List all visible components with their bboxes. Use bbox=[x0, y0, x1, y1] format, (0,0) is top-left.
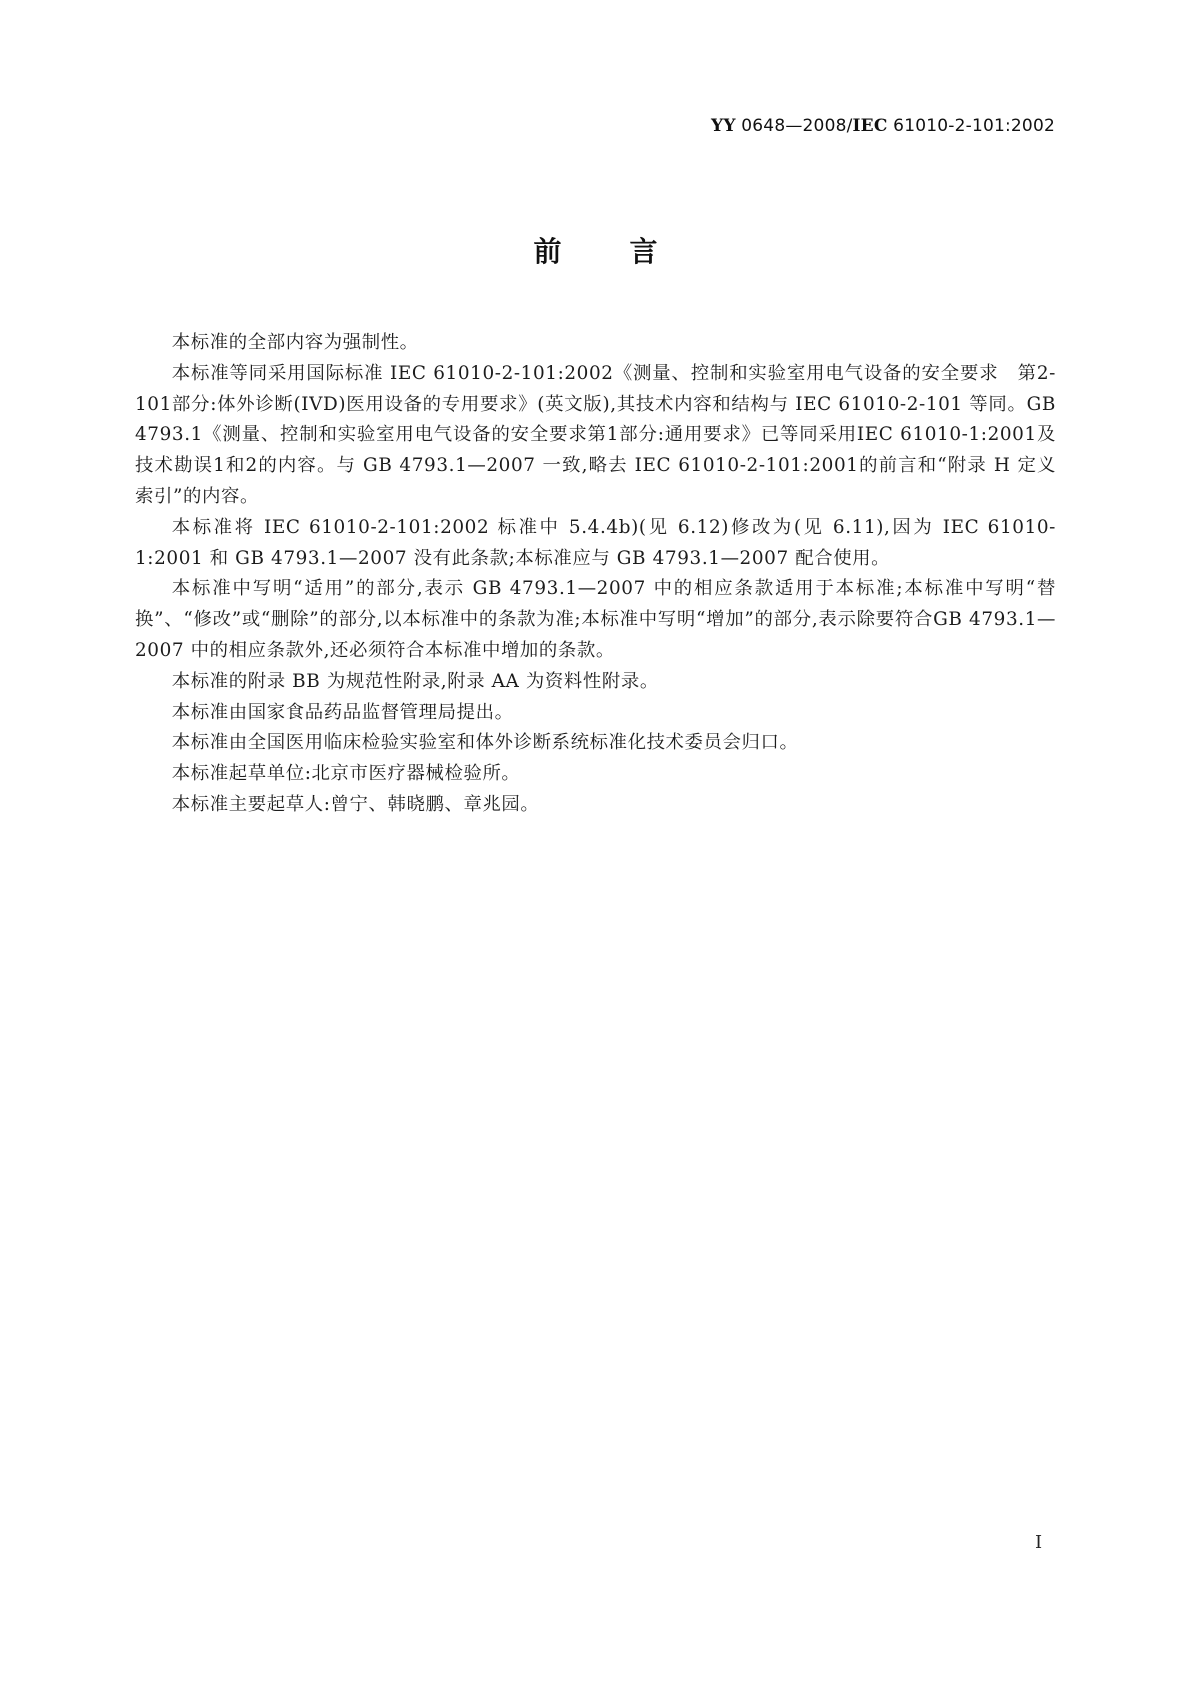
paragraph-adoption: 本标准等同采用国际标准 IEC 61010-2-101:2002《测量、控制和实验室用电气设备的安全要求 第2-101部分:体外诊断(IVD)医用设备的专用要求》(英文版),其技术内容和结构与 IEC 61010-2-101 等同。GB 4793.1《测量、控制和实验室用电气设备的安全要求第1部分:通用要求》已等同采用IEC 61010-1:2001及技术勘误1和2的内容。与 GB 4793.1—2007 一致,略去 IEC 61010-2-101:2001的前言和“附录 H 定义索引”的内容。 bbox=[135, 362, 1056, 507]
paragraph-mandatory: 本标准的全部内容为强制性。 bbox=[171, 332, 419, 353]
standard-code-prefix: YY bbox=[711, 116, 736, 136]
paragraph-annexes: 本标准的附录 BB 为规范性附录,附录 AA 为资料性附录。 bbox=[171, 670, 659, 692]
title-char-1: 前 bbox=[533, 235, 562, 268]
paragraph-drafting-unit: 本标准起草单位:北京市医疗器械检验所。 bbox=[171, 763, 521, 785]
paragraph-drafters: 本标准主要起草人:曾宁、韩晓鹏、章兆园。 bbox=[171, 793, 540, 815]
paragraph-centralized-by: 本标准由全国医用临床检验实验室和体外诊断系统标准化技术委员会归口。 bbox=[171, 732, 799, 754]
foreword-body bbox=[135, 328, 1056, 821]
standard-code-number: 0648—2008/ bbox=[735, 116, 853, 136]
title-char-2: 言 bbox=[629, 235, 658, 268]
paragraph-terms: 本标准中写明“适用”的部分,表示 GB 4793.1—2007 中的相应条款适用于本标准;本标准中写明“替换”、“修改”或“删除”的部分,以本标准中的条款为准;本标准中写明“增加”的部分,表示除要符合GB 4793.1—2007 中的相应条款外,还必须符合本标准中增加的条款。 bbox=[135, 578, 1056, 661]
paragraph-modification: 本标准将 IEC 61010-2-101:2002 标准中 5.4.4b)(见 6.12)修改为(见 6.11),因为 IEC 61010-1:2001 和 GB 4793.1—2007 没有此条款;本标准应与 GB 4793.1—2007 配合使用。 bbox=[135, 516, 1056, 569]
iec-prefix: IEC bbox=[852, 116, 888, 136]
standard-number-header bbox=[711, 116, 1055, 136]
paragraph-proposed-by: 本标准由国家食品药品监督管理局提出。 bbox=[171, 701, 514, 723]
page-number: I bbox=[1035, 1532, 1043, 1553]
iec-number: 61010-2-101:2002 bbox=[887, 116, 1055, 136]
page-title bbox=[0, 230, 1191, 270]
